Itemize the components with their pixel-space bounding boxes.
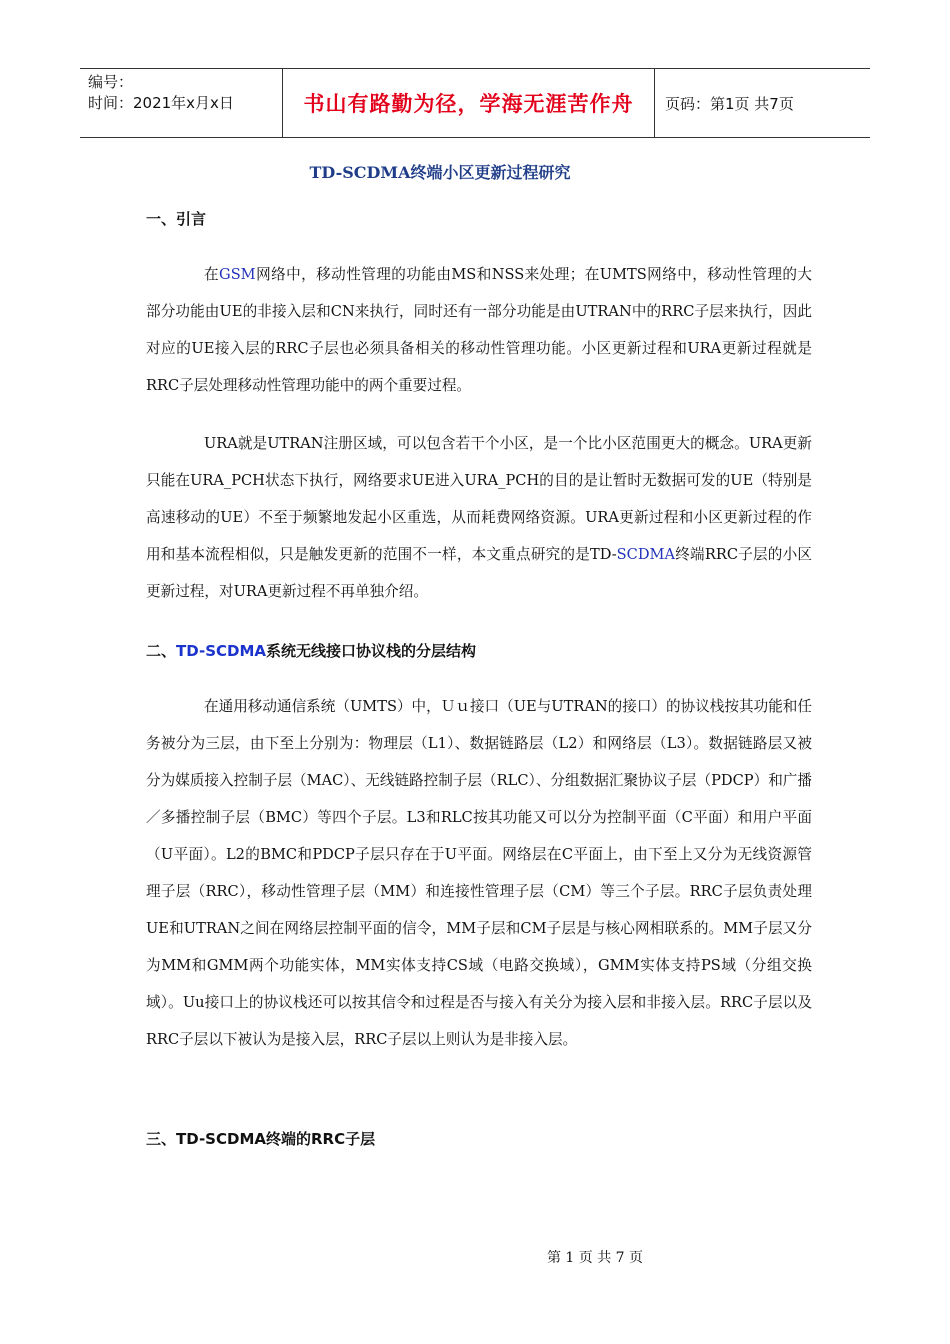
document-title: TD-SCDMA终端小区更新过程研究 bbox=[309, 163, 571, 182]
section-heading-2 bbox=[146, 640, 476, 661]
time-label: 时间：2021年x月x日 bbox=[88, 94, 234, 112]
section-2-highlight[interactable]: TD-SCDMA bbox=[176, 642, 267, 660]
header-info bbox=[80, 69, 282, 137]
section-2-rest: 系统无线接口协议栈的分层结构 bbox=[266, 642, 477, 660]
paragraph-1 bbox=[146, 256, 812, 404]
section-2-prefix: 二、 bbox=[146, 642, 177, 660]
paragraph-1-text-a: 在 bbox=[204, 266, 220, 283]
paragraph-3: 在通用移动通信系统（UMTS）中，Ｕｕ接口（UE与UTRAN的接口）的协议栈按其功能和任务被分为三层，由下至上分别为：物理层（L1）、数据链路层（L2）和网络层（L3）。数据链路层又被分为媒质接入控制子层（MAC）、无线链路控制子层（RLC）、分组数据汇聚协议子层（PDCP）和广播／多播控制子层（BMC）等四个子层。L3和RLC按其功能又可以分为控制平面（C平面）和用户平面（U平面）。L2的BMC和PDCP子层只存在于U平面。网络层在C平面上，由下至上又分为无线资源管理子层（RRC），移动性管理子层（MM）和连接性管理子层（CM）等三个子层。RRC子层负责处理UE和UTRAN之间在网络层控制平面的信令，MM子层和CM子层是与核心网相联系的。MM子层又分为MM和GMM两个功能实体，MM实体支持CS域（电路交换域），GMM实体支持PS域（分组交换域）。Uu接口上的协议栈还可以按其信令和过程是否与接入有关分为接入层和非接入层。RRC子层以及RRC子层以下被认为是接入层，RRC子层以上则认为是非接入层。 bbox=[146, 698, 812, 1048]
page-footer: 第 1 页 共 7 页 bbox=[546, 1250, 644, 1266]
scdma-link[interactable]: SCDMA bbox=[616, 546, 676, 563]
section-heading-1: 一、引言 bbox=[146, 210, 207, 228]
paragraph-2-text-b: 终端RRC子层的小区更新过程，对URA更新过程不再单独介绍。 bbox=[146, 546, 812, 600]
motto: 书山有路勤为径，学海无涯苦作舟 bbox=[282, 69, 655, 137]
page-label: 页码：第1页 共7页 bbox=[665, 94, 794, 113]
paragraph-2 bbox=[146, 425, 812, 610]
paragraph-2-text-a: URA就是UTRAN注册区域，可以包含若干个小区，是一个比小区范围更大的概念。URA更新只能在URA_PCH状态下执行，网络要求UE进入URA_PCH的目的是让暂时无数据可发的UE（特别是高速移动的UE）不至于频繁地发起小区重选，从而耗费网络资源。URA更新过程和小区更新过程的作用和基本流程相似，只是触发更新的范围不一样，本文重点研究的是TD- bbox=[146, 435, 812, 563]
number-label: 编号： bbox=[88, 73, 134, 91]
paragraph-1-text-b: 网络中，移动性管理的功能由MS和NSS来处理；在UMTS网络中，移动性管理的大部分功能由UE的非接入层和CN来执行，同时还有一部分功能是由UTRAN中的RRC子层来执行，因此对应的UE接入层的RRC子层也必须具备相关的移动性管理功能。小区更新过程和URA更新过程就是RRC子层处理移动性管理功能中的两个重要过程。 bbox=[146, 266, 812, 394]
header-table bbox=[80, 68, 870, 138]
gsm-link[interactable]: GSM bbox=[219, 266, 256, 283]
section-heading-3: 三、TD-SCDMA终端的RRC子层 bbox=[146, 1130, 376, 1148]
